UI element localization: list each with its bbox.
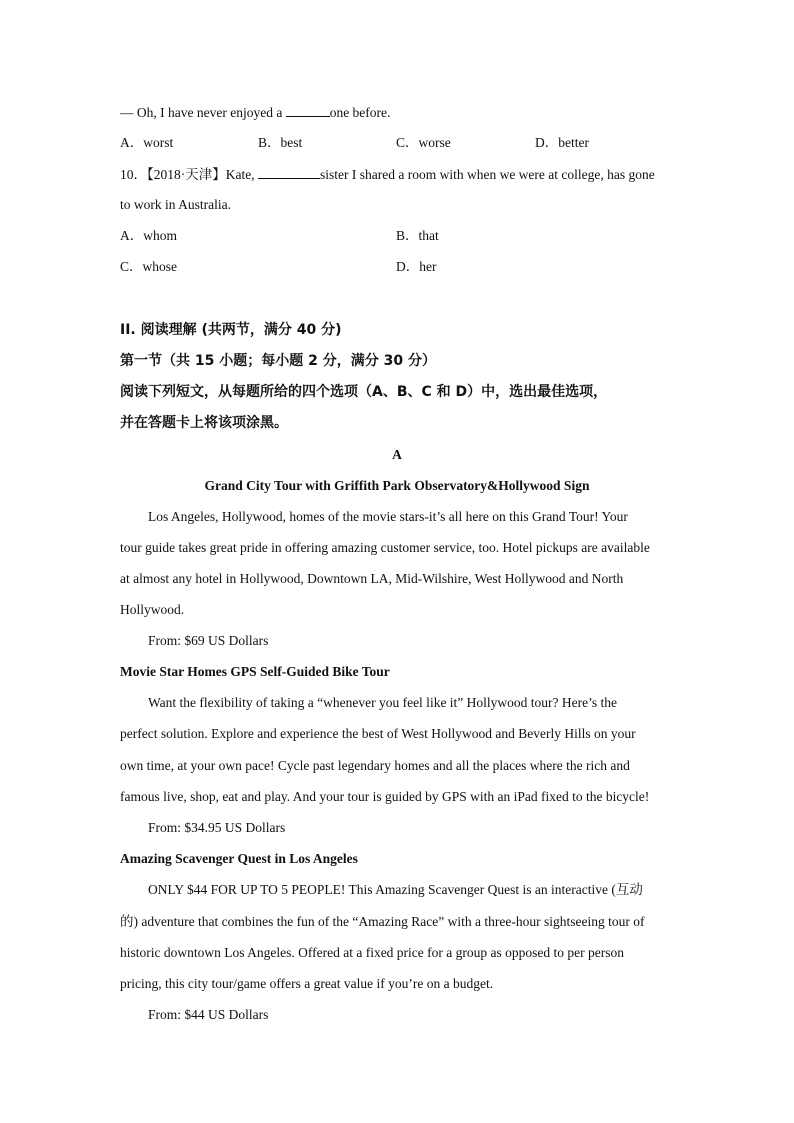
section-title: II. 阅读理解 (共两节，满分 40 分) bbox=[120, 322, 342, 338]
q10-answer-blank bbox=[258, 165, 320, 179]
part-one-heading: 第一节（共 15 小题；每小题 2 分，满分 30 分） bbox=[120, 353, 436, 369]
tour3-price: From: $44 US Dollars bbox=[148, 1007, 269, 1022]
tour2-price: From: $34.95 US Dollars bbox=[148, 820, 286, 835]
tour3-line-4: pricing, this city tour/game offers a great value if you’re on a budget. bbox=[120, 976, 494, 991]
passage-letter: A bbox=[392, 447, 402, 462]
q10-option-a: A．whom bbox=[120, 228, 177, 243]
tour1-line-2: tour guide takes great pride in offering amazing customer service, too. Hotel pickups are available bbox=[120, 540, 650, 555]
q9-option-b: B．best bbox=[258, 135, 303, 150]
tour2-line-3: own time, at your own pace! Cycle past legendary homes and all the places where the rich and bbox=[120, 758, 630, 773]
q9-option-c: C．worse bbox=[396, 135, 451, 150]
tour2-heading: Movie Star Homes GPS Self-Guided Bike Tour bbox=[120, 664, 390, 679]
tour3-line-3: historic downtown Los Angeles. Offered at a fixed price for a group as opposed to per person bbox=[120, 945, 624, 960]
tour3-heading: Amazing Scavenger Quest in Los Angeles bbox=[120, 851, 358, 866]
tour3-line-2: 的) adventure that combines the fun of the “Amazing Race” with a three-hour sightseeing tour of bbox=[120, 914, 645, 929]
q10-option-d: D．her bbox=[396, 259, 437, 274]
q10-option-b: B．that bbox=[396, 228, 439, 243]
instructions-line-1: 阅读下列短文，从每题所给的四个选项（A、B、C 和 D）中，选出最佳选项， bbox=[120, 384, 608, 400]
q10-stem-part-a: 10．【2018·天津】Kate, bbox=[120, 167, 258, 182]
q9-stem-part-b: one before. bbox=[329, 105, 391, 120]
q9-answer-blank bbox=[286, 103, 330, 117]
q10-stem-part-b: sister I shared a room with when we were at college, has gone bbox=[319, 167, 655, 182]
tour2-line-4: famous live, shop, eat and play. And your tour is guided by GPS with an iPad fixed to the bicycle! bbox=[120, 789, 650, 804]
q9-option-a: A．worst bbox=[120, 135, 174, 150]
q10-stem bbox=[120, 165, 655, 184]
tour2-line-1: Want the flexibility of taking a “whenever you feel like it” Hollywood tour? Here’s the bbox=[148, 695, 618, 710]
tour2-line-2: perfect solution. Explore and experience the best of West Hollywood and Beverly Hills on your bbox=[120, 726, 636, 741]
q9-option-d: D．better bbox=[535, 135, 589, 150]
q10-option-c: C．whose bbox=[120, 259, 177, 274]
tour3-line-1: ONLY $44 FOR UP TO 5 PEOPLE! This Amazing Scavenger Quest is an interactive (互动 bbox=[148, 882, 643, 897]
tour1-line-4: Hollywood. bbox=[120, 602, 185, 617]
passage-title: Grand City Tour with Griffith Park Observatory&Hollywood Sign bbox=[204, 478, 590, 493]
instructions-line-2: 并在答题卡上将该项涂黑。 bbox=[120, 415, 288, 431]
tour1-price: From: $69 US Dollars bbox=[148, 633, 269, 648]
tour1-line-1: Los Angeles, Hollywood, homes of the movie stars-it’s all here on this Grand Tour! Your bbox=[148, 509, 628, 524]
tour1-line-3: at almost any hotel in Hollywood, Downtown LA, Mid-Wilshire, West Hollywood and North bbox=[120, 571, 624, 586]
q9-stem bbox=[120, 103, 390, 122]
q10-stem-continued: to work in Australia. bbox=[120, 197, 231, 212]
q9-stem-part-a: — Oh, I have never enjoyed a bbox=[120, 105, 286, 120]
